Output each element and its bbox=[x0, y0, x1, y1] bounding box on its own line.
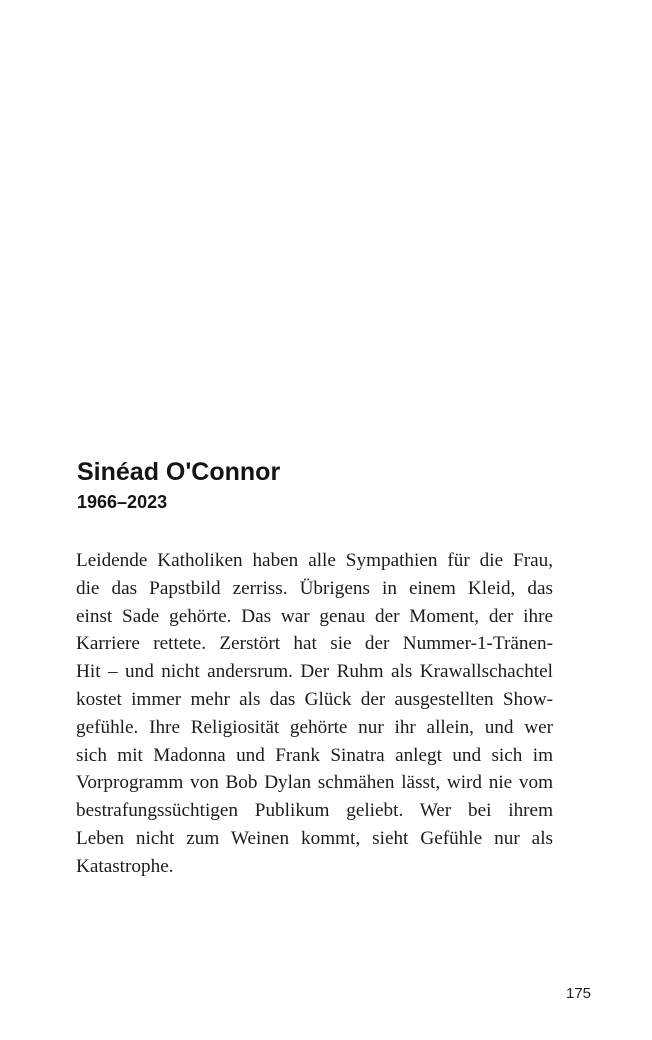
body-line: Karriere rettete. Zerstört hat sie der Nummer-1-Tränen- bbox=[76, 633, 553, 655]
body-line: Leben nicht zum Weinen kommt, sieht Gefühle nur als bbox=[76, 827, 553, 849]
body-line: Katastrophe. bbox=[76, 855, 174, 877]
entry-dates: 1966–2023 bbox=[77, 492, 168, 512]
body-line: gefühle. Ihre Religiosität gehörte nur ihr allein, und wer bbox=[76, 716, 553, 738]
page-number: 175 bbox=[566, 985, 592, 1002]
entry-title: Sinéad O'Connor bbox=[77, 458, 281, 486]
body-line: sich mit Madonna und Frank Sinatra anlegt und sich im bbox=[76, 744, 553, 766]
body-line: Leidende Katholiken haben alle Sympathien für die Frau, bbox=[76, 550, 553, 571]
body-line: einst Sade gehörte. Das war genau der Moment, der ihre bbox=[76, 605, 553, 627]
entry-body bbox=[76, 547, 553, 881]
body-line: Vorprogramm von Bob Dylan schmähen lässt, wird nie vom bbox=[76, 772, 553, 794]
body-line: die das Papstbild zerriss. Übrigens in einem Kleid, das bbox=[76, 577, 553, 599]
body-line: kostet immer mehr als das Glück der ausgestellten Show- bbox=[76, 688, 553, 710]
body-line: bestrafungssüchtigen Publikum geliebt. Wer bei ihrem bbox=[76, 800, 553, 822]
body-line: Hit – und nicht andersrum. Der Ruhm als Krawallschachtel bbox=[76, 661, 553, 683]
